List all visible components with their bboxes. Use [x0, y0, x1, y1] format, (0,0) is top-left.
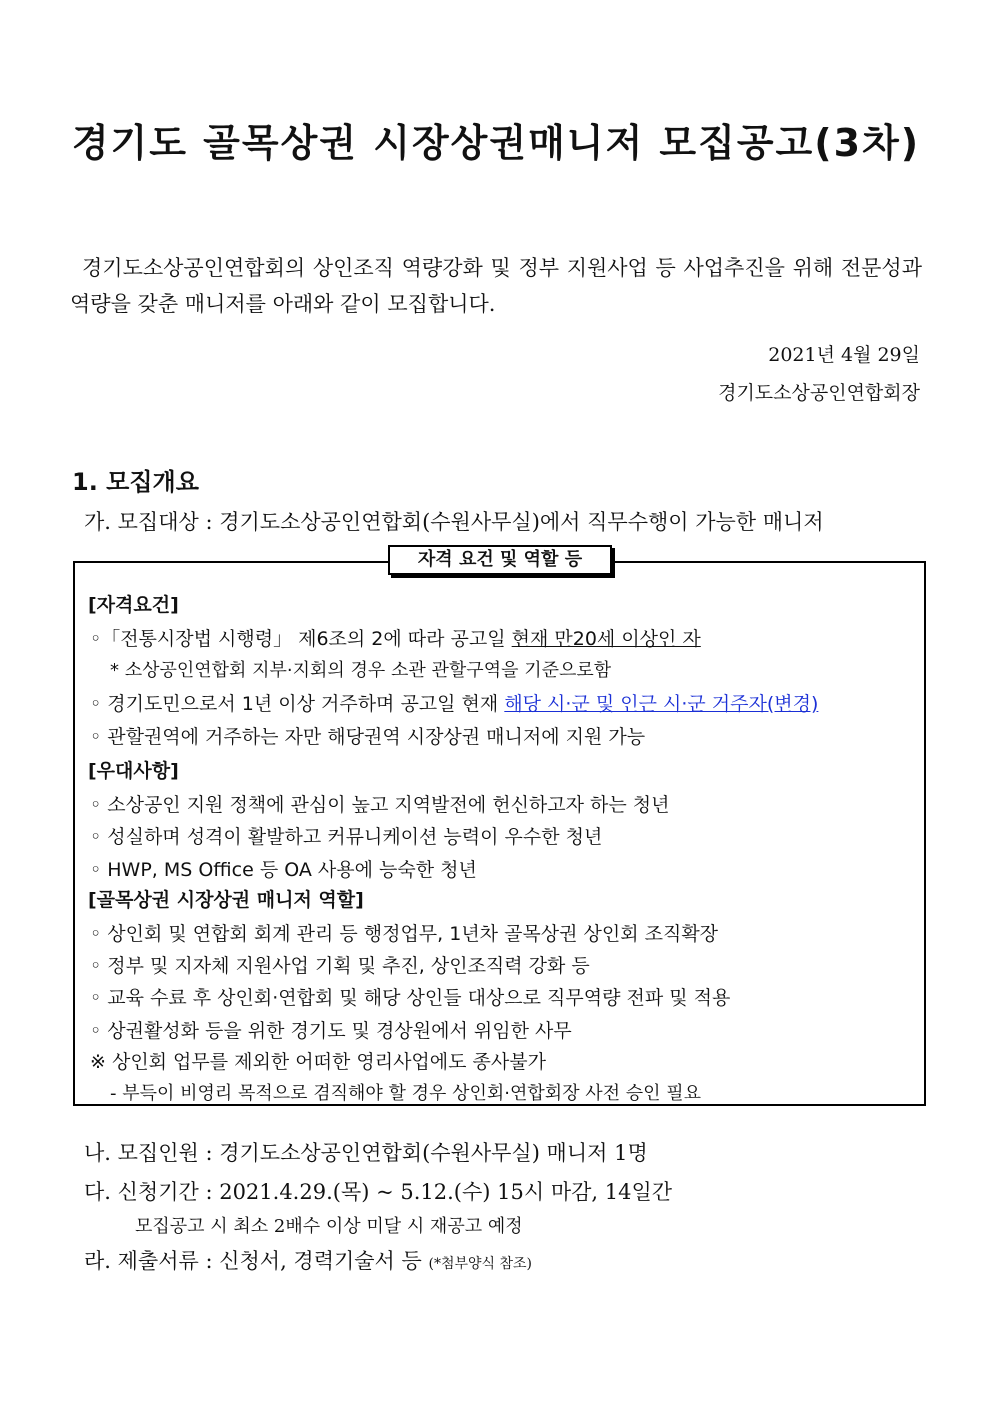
roles-notice-sub: - 부득이 비영리 목적으로 겸직해야 할 경우 상인회·연합회장 사전 승인 필요: [110, 1083, 702, 1104]
application-period: 다. 신청기간 : 2021.4.29.(목) ~ 5.12.(수) 15시 마감, 14일간: [84, 1180, 673, 1204]
qualification-text: ◦「전통시장법 시행령」 제6조의 2에 따라 공고일: [90, 628, 512, 650]
qualification-item: [90, 689, 818, 716]
qualification-item: ◦ 관할권역에 거주하는 자만 해당권역 시장상권 매니저에 지원 가능: [90, 726, 646, 748]
qualification-underlined: 현재 만20세 이상인 자: [511, 628, 701, 650]
qualification-highlight: 해당 시·군 및 인근 시·군 거주자(변경): [504, 693, 819, 715]
submission-documents-note: (*첨부양식 참조): [428, 1256, 533, 1272]
recruit-target: 가. 모집대상 : 경기도소상공인연합회(수원사무실)에서 직무수행이 가능한 매니저: [84, 510, 824, 534]
role-item: ◦ 상인회 및 연합회 회계 관리 등 행정업무, 1년차 골목상권 상인회 조직확장: [90, 923, 719, 945]
announcement-date: 2021년 4월 29일: [768, 344, 920, 366]
intro-paragraph: 경기도소상공인연합회의 상인조직 역량강화 및 정부 지원사업 등 사업추진을 위해 전문성과 역량을 갖춘 매니저를 아래와 같이 모집합니다.: [70, 256, 922, 316]
qualifications-heading: [자격요건]: [88, 594, 179, 616]
section-heading: 1. 모집개요: [72, 468, 199, 496]
preference-item: ◦ HWP, MS Office 등 OA 사용에 능숙한 청년: [90, 859, 477, 881]
role-item: ◦ 상권활성화 등을 위한 경기도 및 경상원에서 위임한 사무: [90, 1020, 572, 1042]
preference-item: ◦ 성실하며 성격이 활발하고 커뮤니케이션 능력이 우수한 청년: [90, 826, 603, 848]
recruit-count: 나. 모집인원 : 경기도소상공인연합회(수원사무실) 매니저 1명: [84, 1141, 648, 1165]
application-period-note: 모집공고 시 최소 2배수 이상 미달 시 재공고 예정: [135, 1216, 523, 1237]
submission-documents-text: 라. 제출서류 : 신청서, 경력기술서 등: [84, 1249, 422, 1273]
qualification-item: [90, 624, 701, 651]
role-item: ◦ 교육 수료 후 상인회·연합회 및 해당 상인들 대상으로 직무역량 전파 및 적용: [90, 987, 731, 1009]
role-item: ◦ 정부 및 지자체 지원사업 기획 및 추진, 상인조직력 강화 등: [90, 955, 590, 977]
page-title: 경기도 골목상권 시장상권매니저 모집공고(3차): [71, 121, 921, 165]
preferences-heading: [우대사항]: [88, 760, 179, 782]
organization-signature: 경기도소상공인연합회장: [718, 382, 920, 404]
qualification-note: * 소상공인연합회 지부·지회의 경우 소관 관할구역을 기준으로함: [110, 660, 612, 681]
requirements-box-caption: 자격 요건 및 역할 등: [388, 545, 612, 575]
qualification-text: ◦ 경기도민으로서 1년 이상 거주하며 공고일 현재: [90, 693, 505, 715]
roles-heading: [골목상권 시장상권 매니저 역할]: [88, 889, 364, 911]
roles-notice: ※ 상인회 업무를 제외한 어떠한 영리사업에도 종사불가: [90, 1051, 546, 1073]
preference-item: ◦ 소상공인 지원 정책에 관심이 높고 지역발전에 헌신하고자 하는 청년: [90, 794, 670, 816]
submission-documents: [84, 1245, 532, 1275]
